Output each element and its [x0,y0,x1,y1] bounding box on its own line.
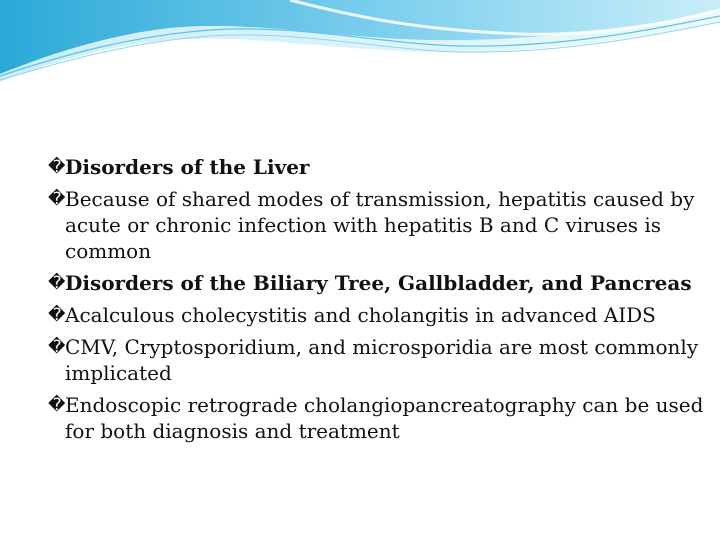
list-item [48,392,708,444]
header-wave-decoration [0,0,720,90]
item-text: Because of shared modes of transmission, hepatitis caused by acute or chronic infection with hepatitis B and C viruses is common [65,187,695,263]
list-item [48,270,708,296]
bullet-icon: � [48,395,66,415]
item-text: Disorders of the Liver [65,155,310,179]
item-text: Disorders of the Biliary Tree, Gallbladder, and Pancreas [65,271,692,295]
bullet-icon: � [48,157,66,177]
item-text: Endoscopic retrograde cholangiopancreatography can be used for both diagnosis and treatment [65,393,704,443]
item-text: Acalculous cholecystitis and cholangitis in advanced AIDS [65,303,656,327]
bullet-icon: � [48,189,66,209]
list-item [48,302,708,328]
bullet-list [48,154,708,450]
list-item [48,186,708,264]
list-item [48,154,708,180]
bullet-icon: � [48,273,66,293]
item-text: CMV, Cryptosporidium, and microsporidia are most commonly implicated [65,335,699,385]
bullet-icon: � [48,337,66,357]
list-item [48,334,708,386]
bullet-icon: � [48,305,66,325]
